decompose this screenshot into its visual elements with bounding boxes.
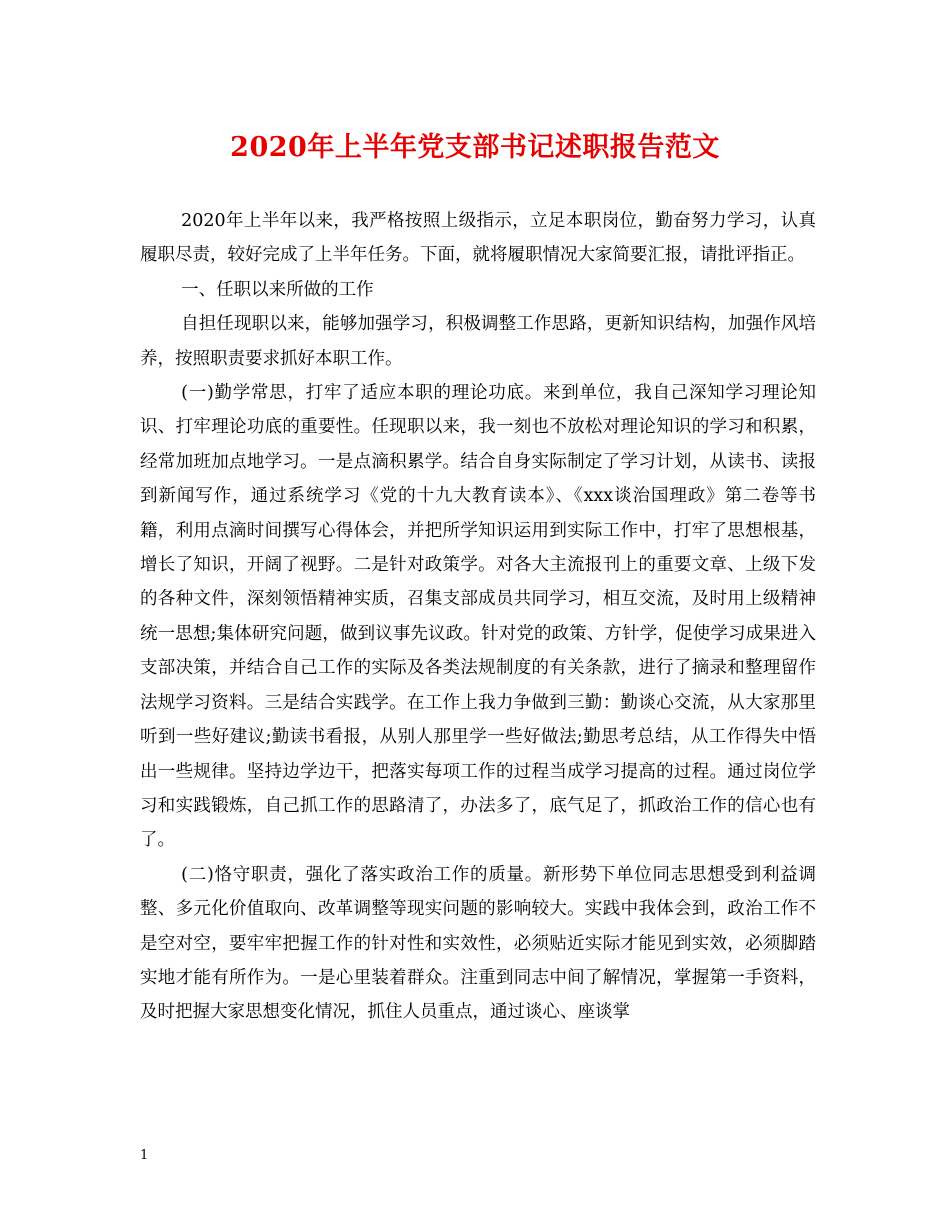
- paragraph-intro: 2020年上半年以来，我严格按照上级指示，立足本职岗位，勤奋努力学习，认真履职尽责，较好完成了上半年任务。下面，就将履职情况大家简要汇报，请批评指正。: [140, 211, 816, 266]
- paragraph-overview: 自担任现职以来，能够加强学习，积极调整工作思路，更新知识结构，加强作风培养，按照职责要求抓好本职工作。: [140, 314, 816, 369]
- paragraph-duty: (二)恪守职责，强化了落实政治工作的质量。新形势下单位同志思想受到利益调整、多元化价值取向、改革调整等现实问题的影响较大。实践中我体会到，政治工作不是空对空，要牢牢把握工作的针对性和实效性，必须贴近实际才能见到实效，必须脚踏实地才能有所作为。一是心里装着群众。注重到同志中间了解情况，掌握第一手资料，及时把握大家思想变化情况，抓住人员重点，通过谈心、座谈掌: [140, 864, 816, 1023]
- document-body: [140, 204, 816, 1030]
- paragraph-study: (一)勤学常思，打牢了适应本职的理论功底。来到单位，我自己深知学习理论知识、打牢理论功底的重要性。任现职以来，我一刻也不放松对理论知识的学习和积累，经常加班加点地学习。一是点滴积累学。结合自身实际制定了学习计划，从读书、读报到新闻写作，通过系统学习《党的十九大教育读本》、《xxx谈治国理政》第二卷等书籍，利用点滴时间撰写心得体会，并把所学知识运用到实际工作中，打牢了思想根基，增长了知识，开阔了视野。二是针对政策学。对各大主流报刊上的重要文章、上级下发的各种文件，深刻领悟精神实质，召集支部成员共同学习，相互交流，及时用上级精神统一思想;集体研究问题，做到议事先议政。针对党的政策、方针学，促使学习成果进入支部决策，并结合自己工作的实际及各类法规制度的有关条款，进行了摘录和整理留作法规学习资料。三是结合实践学。在工作上我力争做到三勤：勤谈心交流，从大家那里听到一些好建议;勤读书看报，从别人那里学一些好做法;勤思考总结，从工作得失中悟出一些规律。坚持边学边干，把落实每项工作的过程当成学习提高的过程。通过岗位学习和实践锻炼，自己抓工作的思路清了，办法多了，底气足了，抓政治工作的信心也有了。: [140, 383, 816, 851]
- page-number: 1: [140, 1148, 149, 1163]
- section-heading: 一、任职以来所做的工作: [181, 279, 374, 300]
- document-title: 2020年上半年党支部书记述职报告范文: [230, 132, 720, 163]
